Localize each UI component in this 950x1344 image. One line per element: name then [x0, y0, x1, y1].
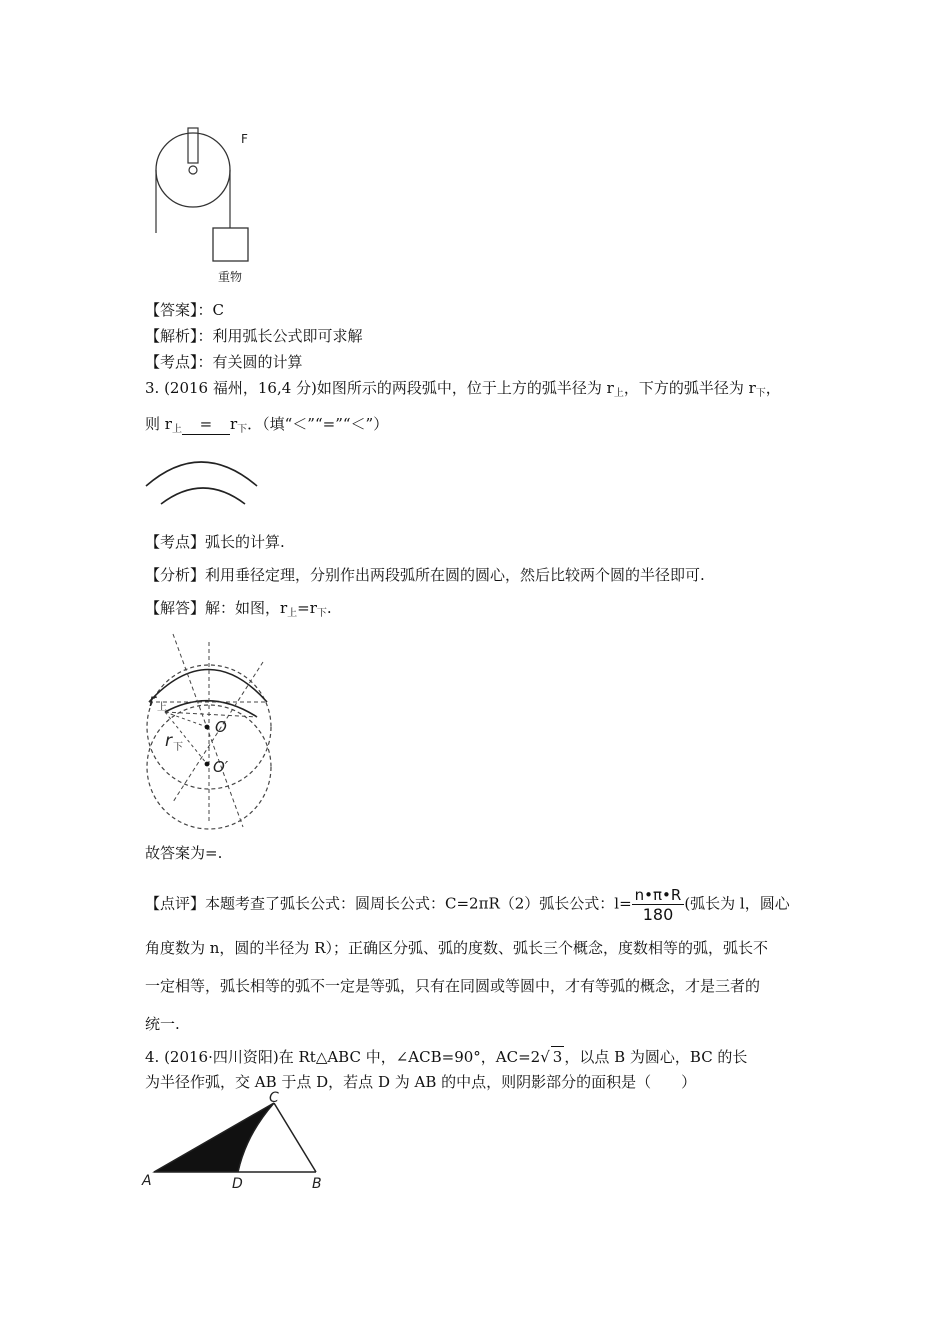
- solution-circles-figure: [143, 632, 273, 832]
- q3-comment-line1: [145, 884, 790, 925]
- q2-answer: 【答案】：C: [145, 301, 224, 319]
- triangle-figure: [140, 1090, 330, 1194]
- q3-jieda-prefix: 【解答】解：如图，r: [145, 599, 288, 617]
- q3-stem-r: r: [229, 415, 238, 433]
- center-o-dot: [205, 725, 210, 730]
- q4-stem-line2: 为半径作弧，交 AB 于点 D，若点 D 为 AB 的中点，则阴影部分的面积是（ ）: [145, 1073, 697, 1091]
- formula-denominator: 180: [642, 905, 674, 924]
- q3-stem-text-b: ，下方的弧半径为 r: [623, 379, 756, 397]
- label-b: B: [312, 1176, 322, 1192]
- q3-sub-down: 下: [755, 388, 766, 399]
- sqrt-symbol: √: [540, 1048, 550, 1066]
- label-r-up: r: [149, 691, 156, 711]
- chord-lower: [165, 712, 257, 717]
- q3-jieda-mid: =r: [297, 599, 317, 617]
- two-arcs-figure: [143, 452, 261, 512]
- label-d: D: [232, 1176, 243, 1192]
- perp-bisector-1: [173, 634, 243, 827]
- label-o: O: [215, 718, 227, 736]
- label-r-down-sub: 下: [173, 742, 183, 753]
- label-r-up-sub: 上: [157, 702, 167, 713]
- label-o-prime: O′: [213, 758, 229, 776]
- upper-arc: [146, 462, 257, 486]
- arc-length-formula: [632, 886, 685, 925]
- q4-sqrt-value: 3: [552, 1048, 563, 1066]
- q4-stem-a: 4. (2016·四川资阳)在 Rt△ABC 中，∠ACB=90°，AC=2: [145, 1048, 541, 1066]
- q2-analysis: 【解析】：利用弧长公式即可求解: [145, 327, 363, 345]
- q3-jieda-end: .: [326, 599, 332, 617]
- pulley-wheel: [156, 133, 230, 207]
- q3-knowledge: 【考点】弧长的计算.: [145, 533, 285, 551]
- q3-stem-line1: [145, 378, 781, 404]
- q3-fenxi: 【分析】利用垂径定理，分别作出两段弧所在圆的圆心，然后比较两个圆的半径即可.: [145, 566, 705, 584]
- side-bc: [274, 1103, 316, 1172]
- center-o-prime-dot: [205, 762, 210, 767]
- force-label: F: [241, 132, 248, 146]
- q3-jieda: [145, 598, 332, 624]
- q3-sub-up-2: 上: [171, 424, 182, 435]
- label-c: C: [269, 1090, 279, 1106]
- lower-arc: [161, 488, 245, 504]
- q3-sub-down-2: 下: [237, 424, 248, 435]
- q3-stem-line2: [145, 414, 388, 440]
- q4-stem-b: ，以点 B 为圆心，BC 的长: [564, 1048, 748, 1066]
- weight-box: [213, 228, 248, 261]
- formula-numerator: n•π•R: [632, 886, 685, 905]
- q2-knowledge: 【考点】：有关圆的计算: [145, 353, 303, 371]
- q3-stem-prefix: 则 r: [145, 415, 172, 433]
- q3-comment-part2: (弧长为 l，圆心: [684, 894, 790, 913]
- q3-comment-line2: 角度数为 n，圆的半径为 R）；正确区分弧、弧的度数、弧长三个概念，度数相等的弧，弧长不: [145, 939, 768, 957]
- q3-stem-text-c: ，: [765, 379, 781, 397]
- q3-stem-suffix: ．（填“＜”“=”“＜”）: [247, 415, 389, 433]
- label-a: A: [142, 1173, 152, 1189]
- q3-comment-part1: 【点评】本题考查了弧长公式：圆周长公式：C=2πR（2）弧长公式：l=: [145, 894, 632, 913]
- q3-stem-text-a: 3. (2016 福州，16,4 分)如图所示的两段弧中，位于上方的弧半径为 r: [145, 379, 614, 397]
- weight-caption: 重物: [218, 270, 243, 284]
- q3-answer-blank: =: [182, 414, 230, 435]
- pulley-axle: [189, 166, 197, 174]
- q4-stem-line1: [145, 1046, 747, 1067]
- pulley-figure: [148, 125, 268, 290]
- q3-jieda-sub-up: 上: [287, 608, 298, 619]
- label-r-down: r: [165, 731, 172, 751]
- q3-sub-up: 上: [613, 388, 624, 399]
- lower-arc-solid: [165, 701, 257, 717]
- q3-comment-line3: 一定相等，弧长相等的弧不一定是等弧，只有在同圆或等圆中，才有等弧的概念，才是三者的: [145, 977, 761, 995]
- q3-comment-line4: 统一.: [145, 1015, 180, 1033]
- q3-jieda-sub-down: 下: [316, 608, 327, 619]
- q3-conclusion: 故答案为=.: [145, 844, 223, 862]
- upper-arc-solid: [149, 670, 267, 703]
